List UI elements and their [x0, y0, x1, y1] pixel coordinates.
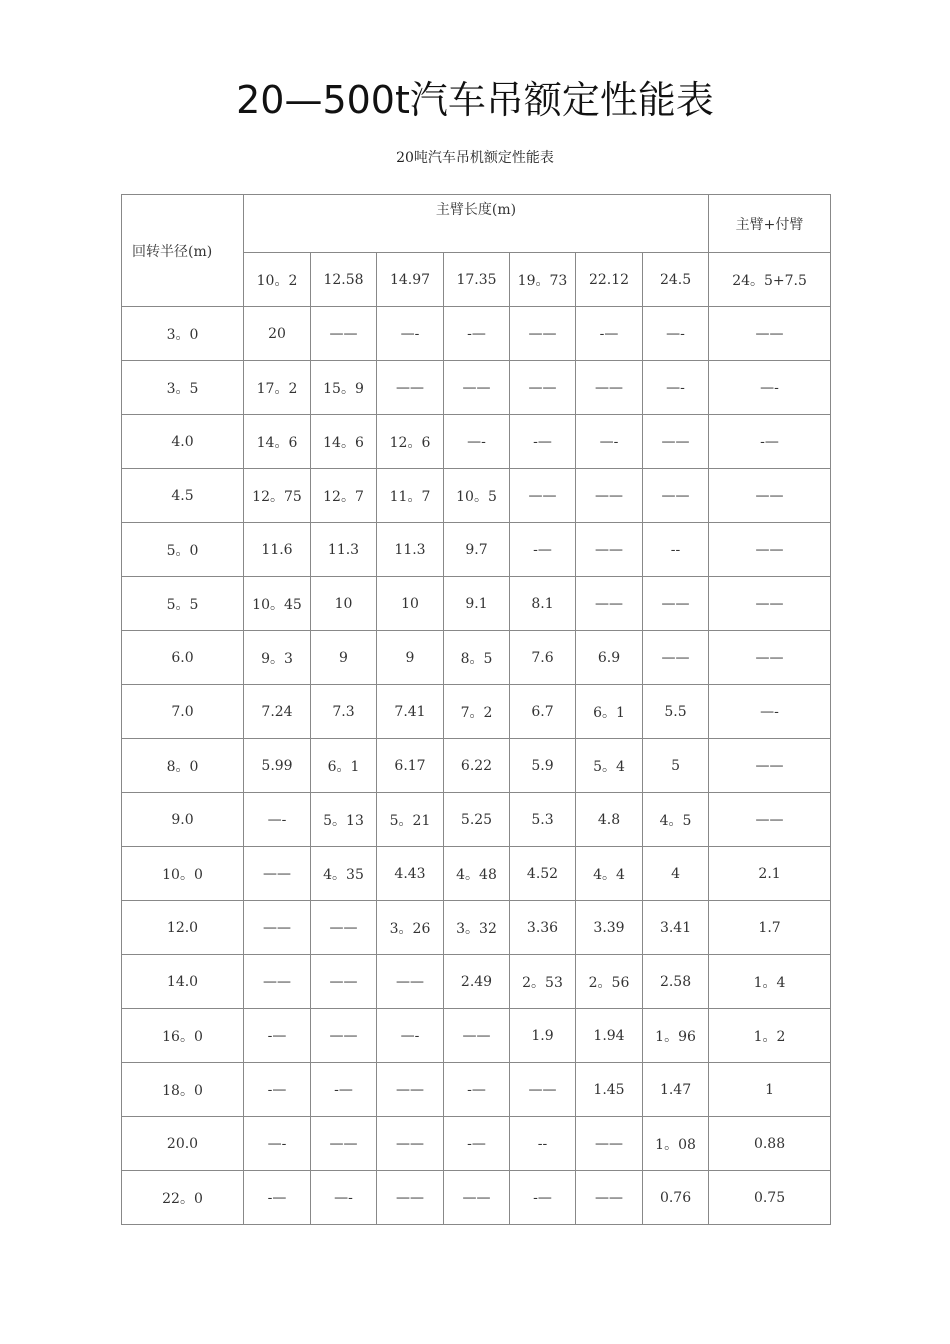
boom-length-cell: 19。73 — [510, 253, 576, 307]
capacity-cell: -— — [510, 1171, 576, 1225]
capacity-cell: 14。6 — [311, 415, 377, 469]
boom-length-cell: 22.12 — [576, 253, 643, 307]
radius-cell: 9.0 — [122, 793, 244, 847]
table-row — [122, 955, 831, 1009]
capacity-cell: 10。45 — [244, 577, 311, 631]
capacity-cell: -— — [444, 307, 510, 361]
capacity-cell: 11。7 — [377, 469, 444, 523]
capacity-cell: 1.94 — [576, 1009, 643, 1063]
capacity-cell: —— — [244, 955, 311, 1009]
capacity-cell: -— — [576, 307, 643, 361]
capacity-cell: -— — [444, 1117, 510, 1171]
capacity-cell: —- — [377, 1009, 444, 1063]
radius-cell: 4.5 — [122, 469, 244, 523]
capacity-cell: 4 — [643, 847, 709, 901]
capacity-cell: 4。48 — [444, 847, 510, 901]
capacity-cell: 0.88 — [709, 1117, 831, 1171]
radius-header: 回转半径(m) — [122, 195, 244, 307]
table-row — [122, 793, 831, 847]
capacity-cell: —— — [576, 1171, 643, 1225]
capacity-cell: -— — [709, 415, 831, 469]
table-row — [122, 307, 831, 361]
capacity-cell: —- — [311, 1171, 377, 1225]
header-row — [122, 195, 831, 253]
table-row — [122, 1063, 831, 1117]
capacity-cell: —- — [377, 307, 444, 361]
capacity-cell: —- — [244, 1117, 311, 1171]
capacity-cell: 1 — [709, 1063, 831, 1117]
capacity-cell: 5.25 — [444, 793, 510, 847]
capacity-cell: —— — [311, 1117, 377, 1171]
capacity-cell: —— — [444, 1009, 510, 1063]
capacity-cell: 10 — [377, 577, 444, 631]
capacity-cell: 4.52 — [510, 847, 576, 901]
capacity-cell: 5.9 — [510, 739, 576, 793]
capacity-cell: —— — [510, 361, 576, 415]
capacity-cell: -- — [510, 1117, 576, 1171]
capacity-cell: 20 — [244, 307, 311, 361]
capacity-cell: 9.7 — [444, 523, 510, 577]
capacity-cell: -— — [244, 1009, 311, 1063]
table-row — [122, 577, 831, 631]
radius-cell: 20.0 — [122, 1117, 244, 1171]
radius-cell: 14.0 — [122, 955, 244, 1009]
capacity-cell: 3。26 — [377, 901, 444, 955]
performance-table — [121, 194, 831, 1225]
capacity-cell: —— — [709, 523, 831, 577]
capacity-cell: —— — [576, 577, 643, 631]
table-row — [122, 523, 831, 577]
capacity-cell: —- — [643, 361, 709, 415]
capacity-cell: 11.3 — [311, 523, 377, 577]
capacity-cell: —— — [709, 793, 831, 847]
table-row — [122, 1171, 831, 1225]
radius-cell: 3。0 — [122, 307, 244, 361]
table-row — [122, 631, 831, 685]
capacity-cell: —— — [444, 1171, 510, 1225]
capacity-cell: 4。35 — [311, 847, 377, 901]
capacity-cell: -— — [244, 1063, 311, 1117]
jib-header: 主臂+付臂 — [709, 195, 831, 253]
capacity-cell: —— — [311, 901, 377, 955]
page-title: 20—500t汽车吊额定性能表 — [236, 78, 714, 122]
capacity-cell: 9 — [311, 631, 377, 685]
table-row — [122, 415, 831, 469]
capacity-cell: —— — [377, 1117, 444, 1171]
capacity-cell: 5。13 — [311, 793, 377, 847]
capacity-cell: —— — [311, 1009, 377, 1063]
capacity-cell: 6.9 — [576, 631, 643, 685]
capacity-cell: —— — [709, 577, 831, 631]
capacity-cell: 17。2 — [244, 361, 311, 415]
capacity-cell: —- — [244, 793, 311, 847]
capacity-cell: —- — [709, 685, 831, 739]
capacity-cell: —— — [510, 469, 576, 523]
capacity-cell: 1.45 — [576, 1063, 643, 1117]
capacity-cell: —— — [576, 1117, 643, 1171]
capacity-cell: —— — [444, 361, 510, 415]
capacity-cell: —— — [576, 523, 643, 577]
boom-length-cell: 24。5+7.5 — [709, 253, 831, 307]
capacity-cell: 7.6 — [510, 631, 576, 685]
radius-cell: 22。0 — [122, 1171, 244, 1225]
capacity-cell: 5.5 — [643, 685, 709, 739]
capacity-cell: 2.1 — [709, 847, 831, 901]
capacity-cell: 12。6 — [377, 415, 444, 469]
capacity-cell: —— — [377, 1063, 444, 1117]
capacity-cell: 1。08 — [643, 1117, 709, 1171]
capacity-cell: 5。4 — [576, 739, 643, 793]
capacity-cell: —— — [576, 361, 643, 415]
capacity-cell: 3。32 — [444, 901, 510, 955]
capacity-cell: -— — [510, 415, 576, 469]
capacity-cell: 14。6 — [244, 415, 311, 469]
radius-cell: 4.0 — [122, 415, 244, 469]
capacity-cell: -— — [510, 523, 576, 577]
capacity-cell: —— — [643, 577, 709, 631]
capacity-cell: —— — [510, 307, 576, 361]
capacity-cell: 5 — [643, 739, 709, 793]
capacity-cell: 4.43 — [377, 847, 444, 901]
capacity-cell: —— — [244, 901, 311, 955]
radius-cell: 5。0 — [122, 523, 244, 577]
table-row — [122, 739, 831, 793]
capacity-cell: 10。5 — [444, 469, 510, 523]
capacity-cell: —- — [643, 307, 709, 361]
capacity-cell: 7.24 — [244, 685, 311, 739]
capacity-cell: 1。4 — [709, 955, 831, 1009]
boom-length-cell: 12.58 — [311, 253, 377, 307]
capacity-cell: —- — [444, 415, 510, 469]
radius-cell: 6.0 — [122, 631, 244, 685]
capacity-cell: —— — [709, 739, 831, 793]
capacity-cell: 2。56 — [576, 955, 643, 1009]
radius-cell: 10。0 — [122, 847, 244, 901]
capacity-cell: 2.49 — [444, 955, 510, 1009]
capacity-cell: 6.17 — [377, 739, 444, 793]
boom-length-cell: 10。2 — [244, 253, 311, 307]
radius-cell: 18。0 — [122, 1063, 244, 1117]
table-row — [122, 847, 831, 901]
capacity-cell: -— — [311, 1063, 377, 1117]
capacity-cell: 4。4 — [576, 847, 643, 901]
capacity-cell: 12。75 — [244, 469, 311, 523]
capacity-cell: 12。7 — [311, 469, 377, 523]
capacity-cell: 9。3 — [244, 631, 311, 685]
capacity-cell: 1.47 — [643, 1063, 709, 1117]
capacity-cell: 9 — [377, 631, 444, 685]
capacity-cell: 3.36 — [510, 901, 576, 955]
boom-length-cell: 14.97 — [377, 253, 444, 307]
capacity-cell: 6。1 — [576, 685, 643, 739]
capacity-cell: 1。2 — [709, 1009, 831, 1063]
table-row — [122, 1009, 831, 1063]
capacity-cell: 8。5 — [444, 631, 510, 685]
capacity-cell: —- — [709, 361, 831, 415]
capacity-cell: 7.3 — [311, 685, 377, 739]
capacity-cell: 5。21 — [377, 793, 444, 847]
capacity-cell: 5.3 — [510, 793, 576, 847]
capacity-cell: 9.1 — [444, 577, 510, 631]
capacity-cell: 1.9 — [510, 1009, 576, 1063]
capacity-cell: 6.7 — [510, 685, 576, 739]
capacity-cell: —- — [576, 415, 643, 469]
capacity-cell: 11.3 — [377, 523, 444, 577]
table-row — [122, 1117, 831, 1171]
capacity-cell: 7.41 — [377, 685, 444, 739]
table-caption: 20吨汽车吊机额定性能表 — [396, 150, 554, 166]
capacity-cell: 10 — [311, 577, 377, 631]
radius-cell: 5。5 — [122, 577, 244, 631]
capacity-cell: 2。53 — [510, 955, 576, 1009]
capacity-cell: 7。2 — [444, 685, 510, 739]
capacity-cell: -— — [444, 1063, 510, 1117]
capacity-cell: —— — [377, 361, 444, 415]
capacity-cell: —— — [709, 631, 831, 685]
table-row — [122, 469, 831, 523]
capacity-cell: 5.99 — [244, 739, 311, 793]
capacity-cell: 3.39 — [576, 901, 643, 955]
table-row — [122, 901, 831, 955]
capacity-cell: 1.7 — [709, 901, 831, 955]
boom-length-cell: 17.35 — [444, 253, 510, 307]
table-row — [122, 361, 831, 415]
capacity-cell: —— — [643, 631, 709, 685]
capacity-cell: 2.58 — [643, 955, 709, 1009]
capacity-cell: 6.22 — [444, 739, 510, 793]
capacity-cell: —— — [709, 469, 831, 523]
capacity-cell: —— — [643, 415, 709, 469]
capacity-cell: -- — [643, 523, 709, 577]
capacity-cell: 4.8 — [576, 793, 643, 847]
capacity-cell: -— — [244, 1171, 311, 1225]
capacity-cell: —— — [244, 847, 311, 901]
radius-cell: 12.0 — [122, 901, 244, 955]
capacity-cell: 4。5 — [643, 793, 709, 847]
capacity-cell: 1。96 — [643, 1009, 709, 1063]
main-boom-header: 主臂长度(m) — [244, 195, 709, 253]
capacity-cell: —— — [311, 307, 377, 361]
capacity-cell: 0.76 — [643, 1171, 709, 1225]
table-row — [122, 685, 831, 739]
capacity-cell: —— — [377, 955, 444, 1009]
capacity-cell: 15。9 — [311, 361, 377, 415]
radius-cell: 8。0 — [122, 739, 244, 793]
capacity-cell: —— — [510, 1063, 576, 1117]
capacity-cell: 3.41 — [643, 901, 709, 955]
capacity-cell: —— — [576, 469, 643, 523]
capacity-cell: 6。1 — [311, 739, 377, 793]
radius-cell: 16。0 — [122, 1009, 244, 1063]
capacity-cell: —— — [311, 955, 377, 1009]
radius-cell: 7.0 — [122, 685, 244, 739]
capacity-cell: —— — [643, 469, 709, 523]
capacity-cell: 8.1 — [510, 577, 576, 631]
capacity-cell: —— — [709, 307, 831, 361]
boom-length-cell: 24.5 — [643, 253, 709, 307]
radius-cell: 3。5 — [122, 361, 244, 415]
capacity-cell: 0.75 — [709, 1171, 831, 1225]
capacity-cell: 11.6 — [244, 523, 311, 577]
capacity-cell: —— — [377, 1171, 444, 1225]
